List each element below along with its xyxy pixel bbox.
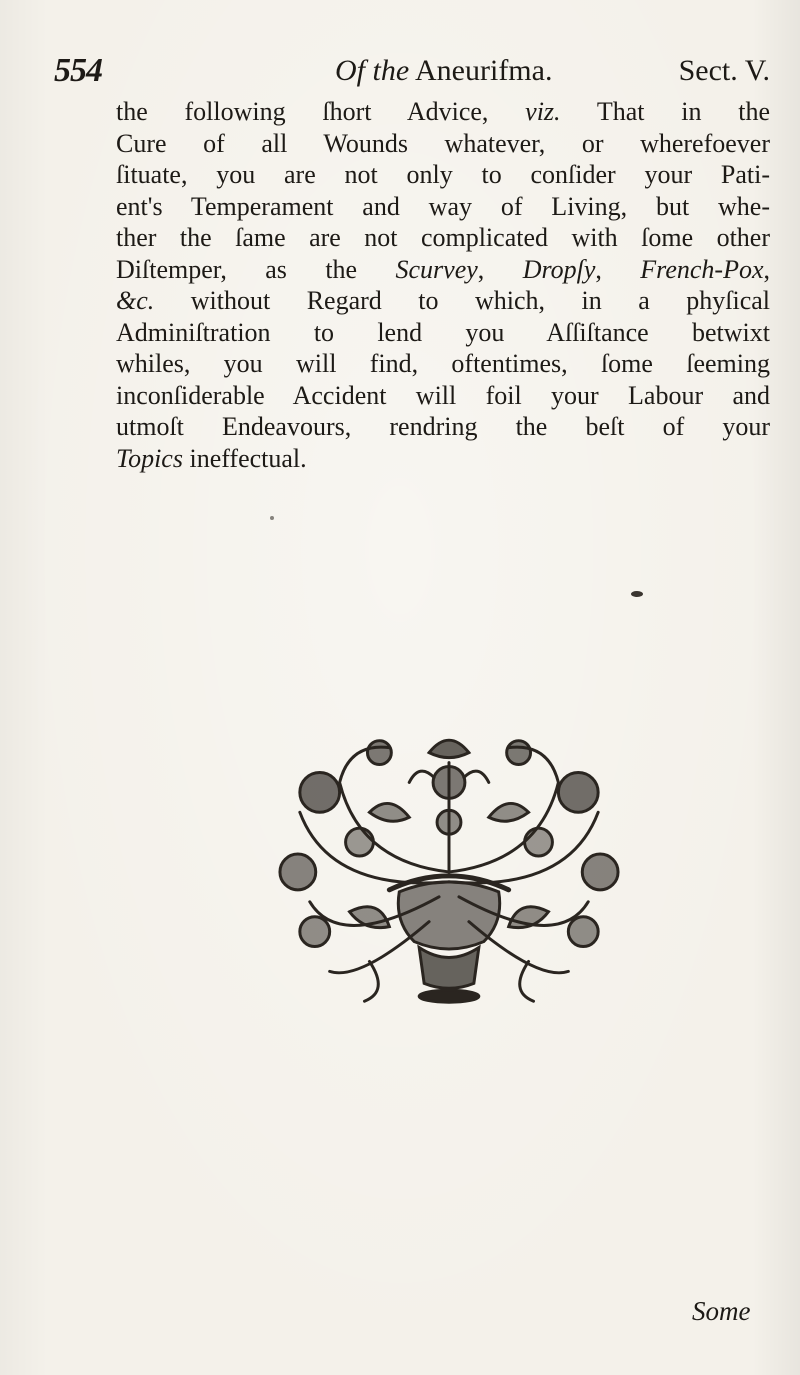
italic-text-span: Scurvey <box>395 254 478 284</box>
text-line <box>116 222 770 254</box>
italic-text-span: viz. <box>525 97 561 126</box>
text-span: Cure of all Wounds whatever, or wherefoever <box>116 128 770 158</box>
text-line <box>116 159 770 191</box>
text-line <box>116 96 770 128</box>
text-span: ent's Temperament and way of Living, but whe- <box>116 191 770 221</box>
text-span: , <box>477 254 523 284</box>
floral-basket-ornament-icon <box>270 722 628 1004</box>
ink-speck <box>270 516 274 520</box>
running-title <box>335 54 552 88</box>
text-span: ſituate, you are not only to conſider your Pati- <box>116 160 770 189</box>
text-line <box>116 191 770 223</box>
text-line <box>116 443 770 475</box>
ink-speck <box>631 591 643 597</box>
text-span: ther the ſame are not complicated with ſome other <box>116 223 770 252</box>
text-span: utmoſt Endeavours, rendring the beſt of your <box>116 412 770 441</box>
page-number: 554 <box>54 52 102 89</box>
text-span: ineffectual. <box>182 443 307 473</box>
text-span: Adminiſtration to lend you Aſſiſtance betwixt <box>116 317 770 347</box>
text-span: without Regard to which, in a phyſical <box>154 286 770 315</box>
text-span: the following ſhort Advice, <box>116 97 526 126</box>
text-span: inconſiderable Accident will foil your Labour and <box>116 380 770 410</box>
text-line <box>116 380 770 412</box>
italic-text-span: Topics <box>116 443 183 473</box>
text-span: Diſtemper, as the <box>116 254 396 284</box>
italic-text-span: &c. <box>116 286 155 315</box>
italic-text-span: French-Pox <box>640 254 764 284</box>
text-line <box>116 317 770 349</box>
running-header <box>52 52 770 96</box>
text-line <box>116 128 770 160</box>
text-span: , <box>763 254 770 284</box>
running-title-roman: Aneurifma. <box>415 54 553 87</box>
italic-text-span: Dropſy <box>522 254 596 284</box>
body-text <box>116 96 770 474</box>
text-span: That in the <box>560 97 770 126</box>
text-span: whiles, you will find, oftentimes, ſome ſeeming <box>116 349 770 378</box>
text-line <box>116 348 770 380</box>
text-line <box>116 254 770 286</box>
text-line <box>116 411 770 443</box>
catchword: Some <box>692 1296 751 1326</box>
running-title-italic: Of the <box>335 54 410 87</box>
text-span: , <box>595 254 641 284</box>
section-mark: Sect. V. <box>678 54 770 87</box>
text-line <box>116 285 770 317</box>
